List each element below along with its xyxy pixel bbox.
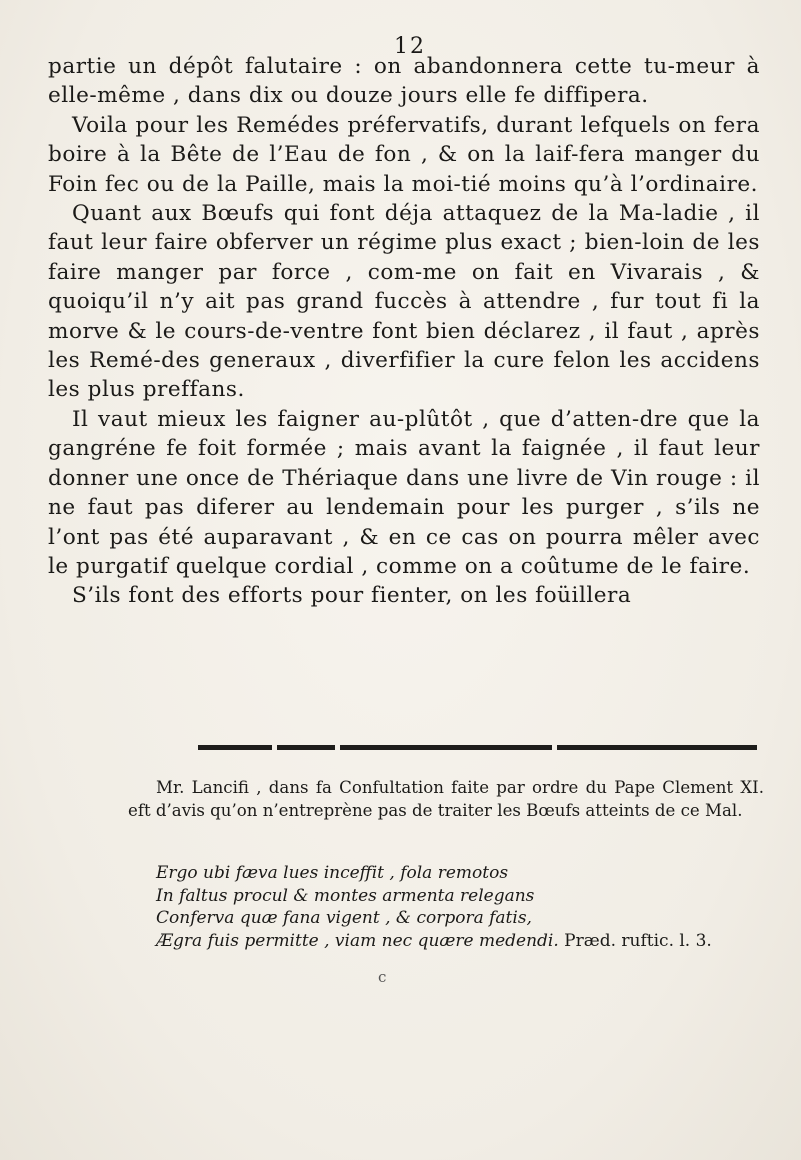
paragraph: Il vaut mieux les faigner au-plûtôt , que d’atten-dre que la gangréne fe foit formée ; mais avant la faignée , il faut leur donner une once de Thériaque dans une livre de Vin rouge : il ne faut pas diferer au lendemain pour les purger , s’ils ne l’ont pas été auparavant , & en ce cas on pourra mêler avec le purgatif quelque cordial , comme on a coûtume de le faire.	[48, 406, 760, 579]
verse-citation: Præd. ruftic. l. 3.	[564, 930, 712, 951]
catchword: c	[378, 968, 387, 986]
latin-verse	[156, 862, 766, 952]
section-rule	[198, 745, 763, 752]
verse-line-text: Ægra fuis permitte , viam nec quære medendi.	[156, 930, 559, 951]
paragraph: partie un dépôt falutaire : on abandonnera cette tu-meur à elle-même , dans dix ou douze jours elle fe diffipera.	[48, 54, 760, 109]
main-text	[48, 52, 760, 611]
paragraph: S’ils font des efforts pour fienter, on les foüillera	[72, 583, 632, 609]
footnote-text: Mr. Lancifi , dans fa Confultation faite par ordre du Pape Clement XI. eft d’avis qu’on n’entreprène pas de traiter les Bœufs atteints de ce Mal.	[128, 778, 764, 820]
footnote	[128, 777, 764, 822]
verse-line-last	[156, 930, 766, 953]
paragraph: Quant aux Bœufs qui font déja attaquez de la Ma-ladie , il faut leur faire obferver un régime plus exact ; bien-loin de les faire manger par force , com-me on fait en Vivarais , & quoiqu’il n’y ait pas grand fuccès à attendre , fur tout fi la morve & le cours-de-ventre font bien déclarez , il faut , après les Remé-des generaux , diverfifier la cure felon les accidens les plus preffans.	[48, 201, 760, 403]
verse-line: In faltus procul & montes armenta relegans	[156, 885, 535, 906]
page-number: 12	[394, 34, 426, 59]
paragraph: Voila pour les Remédes préfervatifs, durant lefquels on fera boire à la Bête de l’Eau de fon , & on la laif-fera manger du Foin fec ou de la Paille, mais la moi-tié moins qu’à l’ordinaire.	[48, 112, 760, 197]
verse-line: Ergo ubi fæva lues inceffit , fola remotos	[156, 863, 509, 883]
verse-line: Conferva quæ fana vigent , & corpora fatis,	[156, 908, 532, 928]
